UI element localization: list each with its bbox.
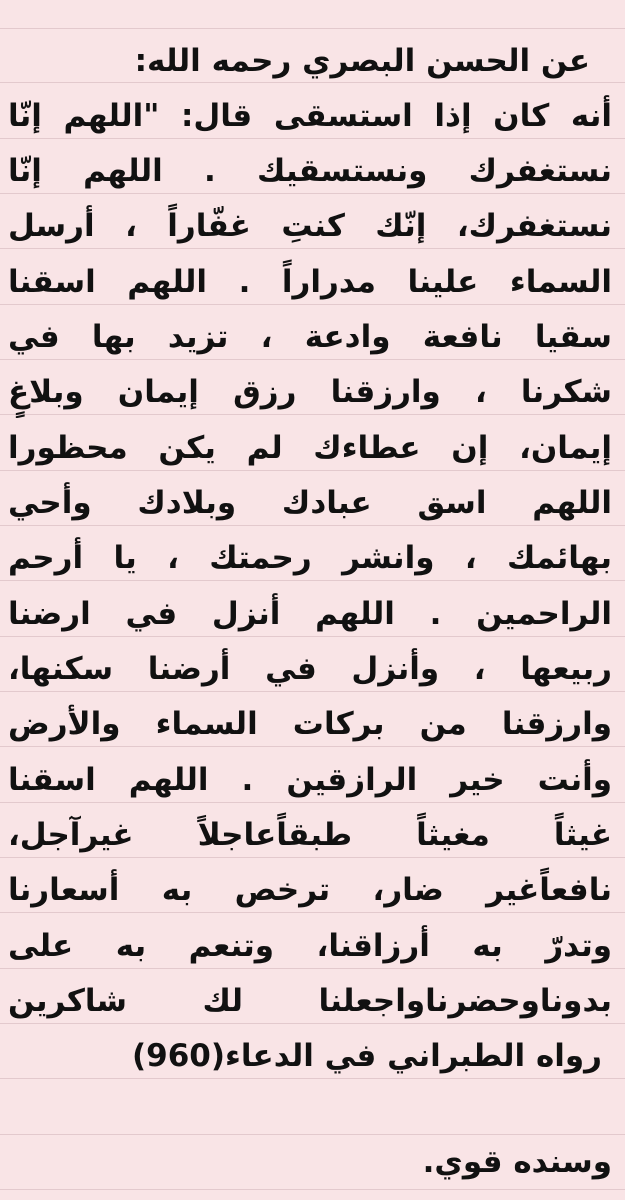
text-line: أنه كان إذا استسقى قال: "اللهم إنّا bbox=[8, 98, 612, 134]
ruled-line bbox=[0, 28, 625, 29]
text-line: إيمان، إن عطاءك لم يكن محظورا bbox=[8, 430, 612, 466]
text-line: رواه الطبراني في الدعاء(960) bbox=[131, 1038, 602, 1074]
text-line: نافعاًغير ضار، ترخص به أسعارنا bbox=[8, 872, 612, 908]
text-line: بهائمك ، وانشر رحمتك ، يا أرحم bbox=[8, 540, 612, 576]
text-line: شكرنا ، وارزقنا رزق إيمان وبلاغٍ bbox=[8, 374, 612, 410]
text-line: الراحمين . اللهم أنزل في ارضنا bbox=[8, 596, 612, 632]
text-line: بدوناوحضرناواجعلنا لك شاكرين bbox=[8, 983, 612, 1019]
text-line: نستغفرك، إنّك كنتِ غفّاراً ، أرسل bbox=[8, 208, 612, 244]
text-line: اللهم اسق عبادك وبلادك وأحي bbox=[8, 485, 612, 521]
text-line: نستغفرك ونستسقيك . اللهم إنّا bbox=[8, 153, 612, 189]
text-line: غيثاً مغيثاً طبقاًعاجلاً غيرآجل، bbox=[8, 817, 612, 853]
text-line: وأنت خير الرازقين . اللهم اسقنا bbox=[8, 762, 612, 798]
text-line: سقيا نافعة وادعة ، تزيد بها في bbox=[8, 319, 612, 355]
ruled-line bbox=[0, 1189, 625, 1190]
text-line: ربيعها ، وأنزل في أرضنا سكنها، bbox=[8, 651, 612, 687]
text-line: السماء علينا مدراراً . اللهم اسقنا bbox=[8, 264, 612, 300]
text-line: وتدرّ به أرزاقنا، وتنعم به على bbox=[8, 928, 612, 964]
text-line: وارزقنا من بركات السماء والأرض bbox=[8, 706, 612, 742]
ruled-line bbox=[0, 1134, 625, 1135]
text-line: وسنده قوي. bbox=[422, 1144, 612, 1180]
text-line: عن الحسن البصري رحمه الله: bbox=[134, 43, 590, 79]
